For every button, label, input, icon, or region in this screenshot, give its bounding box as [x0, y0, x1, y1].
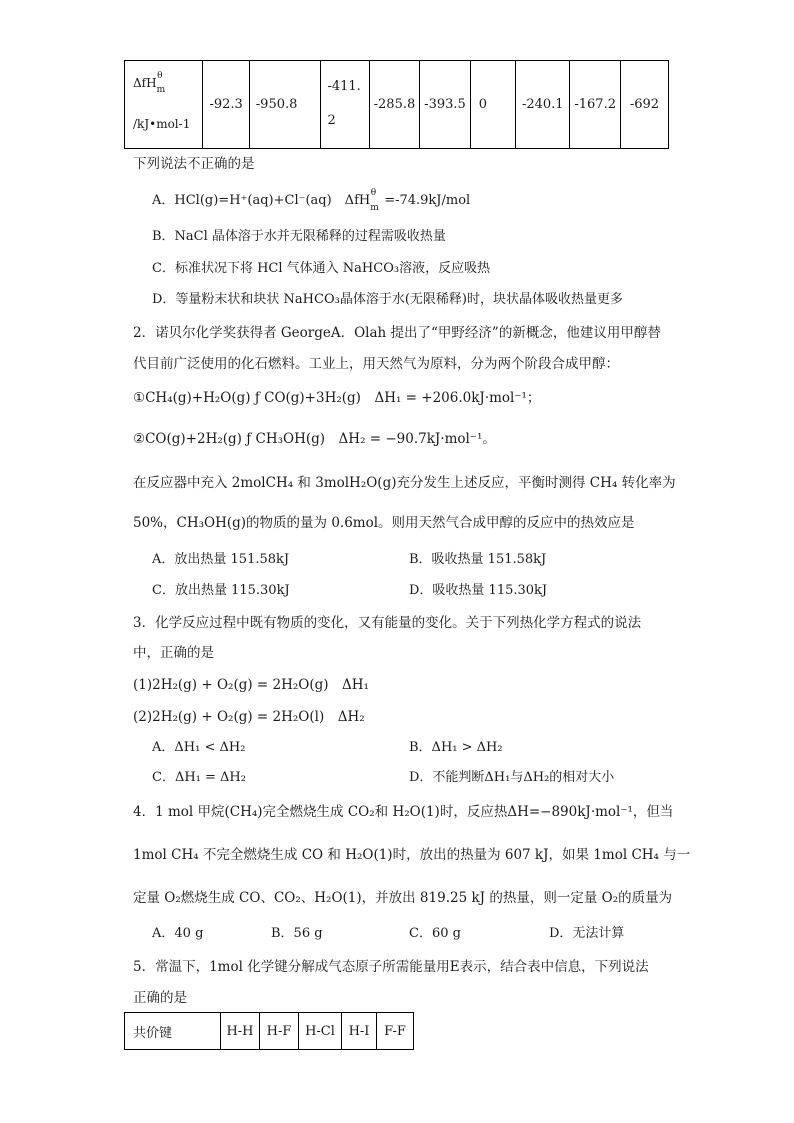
table-cell: -411. 2	[321, 61, 369, 149]
q2-option-d: D．吸收热量 115.30kJ	[409, 583, 548, 598]
q2-line1: 2．诺贝尔化学奖获得者 GeorgeA．Olah 提出了“甲野经济”的新概念，他建议用甲醇替	[133, 325, 661, 341]
q1-stem: 下列说法不正确的是	[133, 156, 255, 172]
table-cell: -167.2	[570, 61, 621, 149]
unit-label: /kJ•mol-1	[133, 117, 191, 131]
table-cell: -240.1	[516, 61, 570, 149]
table-cell: -285.8	[369, 61, 420, 149]
table-cell: -950.8	[249, 61, 321, 149]
table-cell: -692	[620, 61, 668, 149]
table-cell: H-I	[342, 1013, 377, 1050]
q2-equation-2: ②CO(g)+2H₂(g) ƒ CH₃OH(g) ΔH₂ = −90.7kJ·mol⁻¹。	[133, 431, 496, 447]
bond-energy-table	[124, 1012, 414, 1050]
q3-equation-2: (2)2H₂(g) + O₂(g) = 2H₂O(l) ΔH₂	[133, 709, 365, 725]
q3-option-c: C．ΔH₁ = ΔH₂	[152, 770, 246, 785]
q4-line3: 定量 O₂燃烧生成 CO、CO₂、H₂O(1)，并放出 819.25 kJ 的热量，则一定量 O₂的质量为	[133, 890, 673, 906]
q4-option-d: D．无法计算	[549, 926, 625, 941]
q3-line2: 中，正确的是	[133, 645, 214, 661]
table-cell: 0	[470, 61, 515, 149]
q4-line1: 4．1 mol 甲烷(CH₄)完全燃烧生成 CO₂和 H₂O(1)时，反应热ΔH=−890kJ·mol⁻¹，但当	[133, 804, 674, 820]
table-header-cell: 共价键	[125, 1013, 221, 1050]
q2-option-c: C．放出热量 115.30kJ	[152, 583, 290, 598]
q2-option-a: A．放出热量 151.58kJ	[152, 552, 290, 567]
q2-option-b: B．吸收热量 151.58kJ	[409, 552, 547, 567]
q1-option-c: C．标准状况下将 HCl 气体通入 NaHCO₃溶液，反应吸热	[152, 261, 491, 276]
table-cell: H-Cl	[299, 1013, 342, 1050]
q2-equation-1: ①CH₄(g)+H₂O(g) ƒ CO(g)+3H₂(g) ΔH₁ = +206.0kJ·mol⁻¹；	[133, 390, 541, 406]
q3-line1: 3．化学反应过程中既有物质的变化，又有能量的变化。关于下列热化学方程式的说法	[133, 615, 642, 631]
q2-line4: 50%，CH₃OH(g)的物质的量为 0.6mol。则用天然气合成甲醇的反应中的热效应是	[133, 515, 635, 531]
q4-option-a: A．40 g	[152, 926, 204, 941]
q3-option-d: D．不能判断ΔH₁与ΔH₂的相对大小	[409, 770, 615, 785]
table-header-cell: ΔfH$_m^\theta$ /kJ•mol-1	[125, 61, 203, 149]
table-cell: H-F	[260, 1013, 299, 1050]
q1-option-b: B．NaCl 晶体溶于水并无限稀释的过程需吸收热量	[152, 229, 446, 244]
q3-option-b: B．ΔH₁ > ΔH₂	[409, 740, 503, 755]
q4-option-c: C．60 g	[409, 926, 461, 941]
table-cell: -393.5	[420, 61, 471, 149]
q4-option-b: B．56 g	[271, 926, 323, 941]
q1-option-d: D．等量粉末状和块状 NaHCO₃晶体溶于水(无限稀释)时，块状晶体吸收热量更多	[152, 292, 623, 307]
q2-line2: 代目前广泛使用的化石燃料。工业上，用天然气为原料，分为两个阶段合成甲醇：	[133, 356, 619, 372]
q3-option-a: A．ΔH₁ < ΔH₂	[152, 740, 246, 755]
q3-equation-1: (1)2H₂(g) + O₂(g) = 2H₂O(g) ΔH₁	[133, 677, 369, 693]
q5-line2: 正确的是	[133, 990, 187, 1006]
q1-option-a: A．HCl(g)=H⁺(aq)+Cl⁻(aq) ΔfH$_m^\theta$=-74.9kJ/mol	[152, 187, 471, 213]
delta-h-label: ΔfH	[133, 76, 157, 90]
table-cell: H-H	[221, 1013, 260, 1050]
q5-line1: 5．常温下，1mol 化学键分解成气态原子所需能量用E表示，结合表中信息，下列说法	[133, 959, 649, 975]
table-cell: -92.3	[203, 61, 249, 149]
enthalpy-table	[124, 60, 669, 149]
table-cell: F-F	[377, 1013, 414, 1050]
q2-line3: 在反应器中充入 2molCH₄ 和 3molH₂O(g)充分发生上述反应，平衡时测得 CH₄ 转化率为	[133, 475, 676, 491]
q4-line2: 1mol CH₄ 不完全燃烧生成 CO 和 H₂O(1)时，放出的热量为 607 kJ，如果 1mol CH₄ 与一	[133, 847, 691, 863]
